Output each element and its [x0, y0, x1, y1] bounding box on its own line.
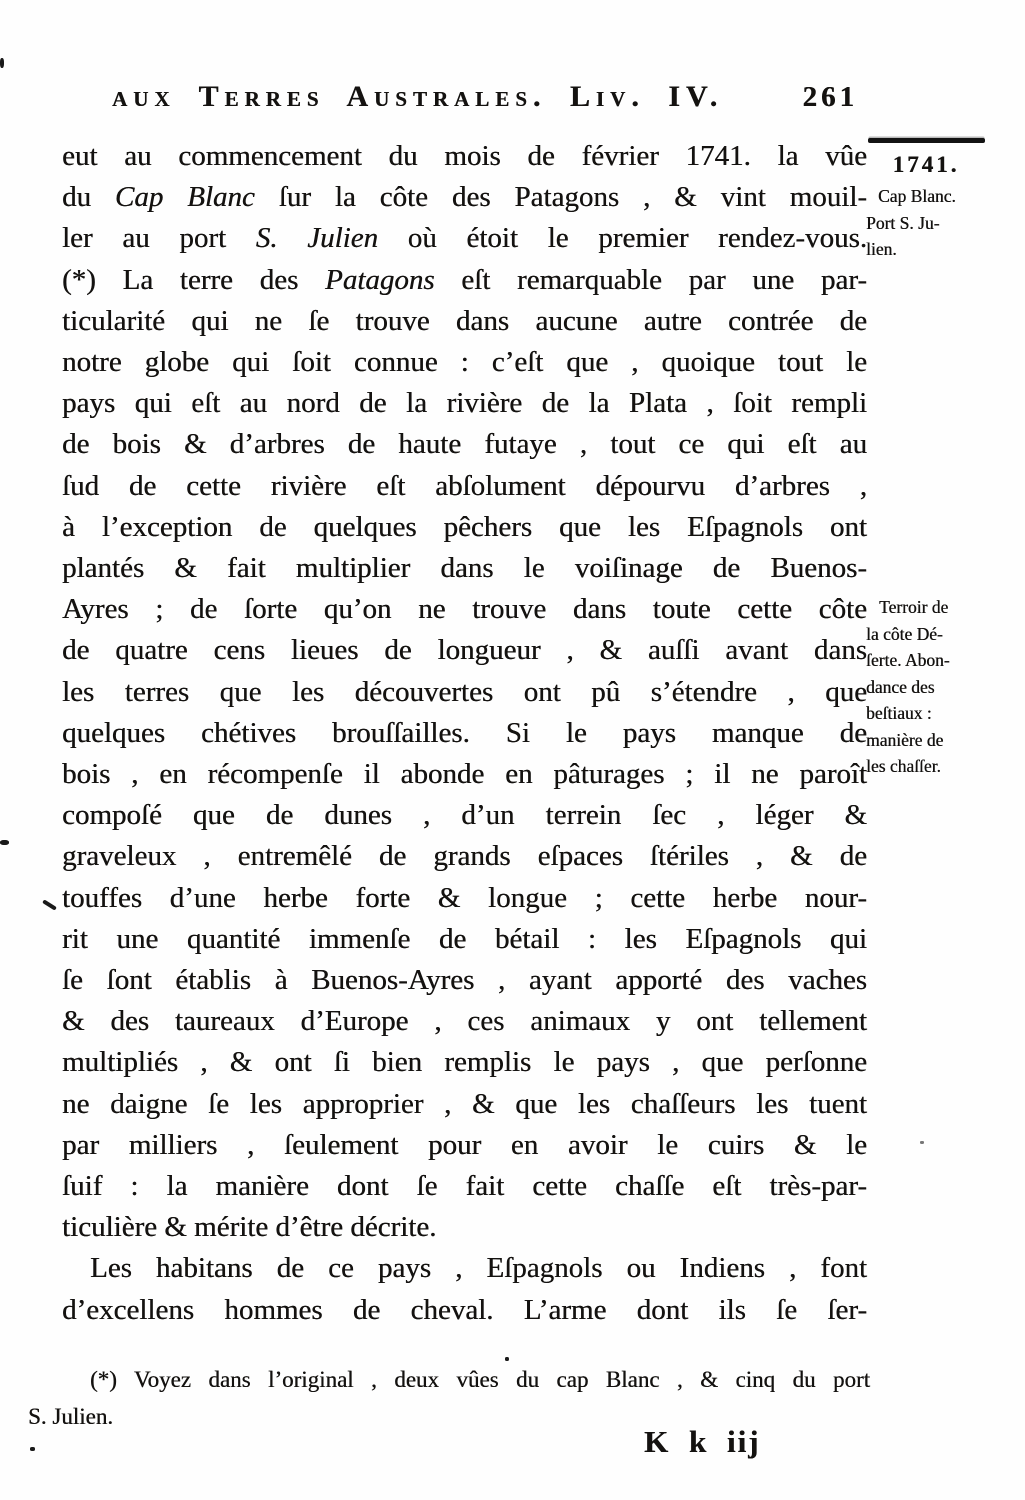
- body-line: à l’exception de quelques pêchers que les Eſpagnols ont: [62, 510, 867, 543]
- body-line: ſe ſont établis à Buenos-Ayres , ayant apporté des vaches: [62, 964, 867, 997]
- ink-speck: [42, 899, 57, 910]
- margin-note-line: Terroir de: [879, 597, 949, 617]
- body-line: les terres que les découvertes ont pû s’étendre , que: [62, 675, 867, 708]
- margin-note-line: les chaſſer.: [866, 756, 941, 776]
- running-head: [112, 80, 858, 114]
- margin-note-line: dance des: [866, 676, 935, 697]
- body-text: [62, 136, 867, 1331]
- margin-note-terroir: [866, 594, 1018, 780]
- ink-speck: [30, 1447, 35, 1451]
- body-line: du Cap Blanc ſur la côte des Patagons , & vint mouil-: [62, 181, 867, 214]
- body-line: pays qui eſt au nord de la rivière de la Plata , ſoit rempli: [62, 387, 867, 420]
- body-line: eut au commencement du mois de février 1741. la vûe: [62, 140, 867, 172]
- body-line: & des taureaux d’Europe , ces animaux y ont tellement: [62, 1005, 867, 1038]
- body-line: ler au port S. Julien où étoit le premier rendez-vous.: [62, 222, 868, 255]
- margin-year: 1741.: [892, 152, 960, 177]
- body-line: rit une quantité immenſe de bétail : les Eſpagnols qui: [62, 922, 867, 955]
- margin-note-line: la côte Dé-: [866, 623, 943, 644]
- body-line: Les habitans de ce pays , Eſpagnols ou Indiens , font: [90, 1252, 867, 1285]
- margin-note-1741: [866, 136, 1018, 263]
- margin-note-line: ſerte. Abon-: [866, 650, 950, 670]
- body-line: compoſé que de dunes , d’un terrein ſec , léger &: [62, 799, 867, 832]
- body-line: quelques chétives brouſſailles. Si le pays manque de: [62, 716, 867, 749]
- margin-note-line: Cap Blanc.: [878, 186, 956, 206]
- margin-note-line: manière de: [866, 729, 944, 750]
- footnote-line: S. Julien.: [28, 1404, 113, 1429]
- body-line: d’excellens hommes de cheval. L’arme dont ils ſe ſer-: [62, 1293, 867, 1326]
- body-line: bois , en récompenſe il abonde en pâturages ; il ne paroît: [62, 758, 867, 791]
- body-line: ticulière & mérite d’être décrite.: [62, 1211, 437, 1244]
- body-line: graveleux , entremêlé de grands eſpaces ſtériles , & de: [62, 840, 867, 873]
- body-line: Ayres ; de ſorte qu’on ne trouve dans toute cette côte: [62, 593, 867, 626]
- ink-speck: [920, 1141, 924, 1144]
- signature-mark: K k iij: [644, 1424, 761, 1459]
- running-title: aux Terres Australes. Liv. IV.: [112, 80, 724, 113]
- body-line: plantés & fait multiplier dans le voiſinage de Buenos-: [62, 552, 867, 585]
- body-line: ſud de cette rivière eſt abſolument dépourvu d’arbres ,: [62, 469, 867, 502]
- ink-speck: [0, 58, 4, 68]
- body-line: notre globe qui ſoit connue : c’eſt que , quoique tout le: [62, 346, 867, 379]
- margin-note-line: lien.: [866, 239, 897, 259]
- body-line: multipliés , & ont ſi bien remplis le pays , que perſonne: [62, 1046, 867, 1079]
- body-line: ne daigne ſe les approprier , & que les chaſſeurs les tuent: [62, 1087, 867, 1120]
- footnote-line: (*) Voyez dans l’original , deux vûes du cap Blanc , & cinq du port: [90, 1367, 870, 1392]
- ink-speck: [505, 1357, 509, 1361]
- body-line: de bois & d’arbres de haute futaye , tout ce qui eſt au: [62, 428, 867, 461]
- body-line: touffes d’une herbe forte & longue ; cette herbe nour-: [62, 881, 867, 914]
- margin-rule: [868, 138, 985, 143]
- margin-note-line: beſtiaux :: [866, 703, 932, 723]
- body-line: de quatre cens lieues de longueur , & auſſi avant dans: [62, 634, 867, 667]
- body-line: ſuif : la manière dont ſe fait cette chaſſe eſt très-par-: [62, 1170, 867, 1203]
- page-number: 261: [802, 81, 858, 113]
- body-line: ticularité qui ne ſe trouve dans aucune autre contrée de: [62, 304, 867, 337]
- ink-speck: [0, 840, 9, 845]
- margin-note-lines: [866, 594, 1018, 780]
- margin-note-line: Port S. Ju-: [866, 212, 940, 233]
- margin-note-lines: [866, 183, 1018, 263]
- body-line: (*) La terre des Patagons eſt remarquable par une par-: [62, 263, 867, 296]
- body-line: par milliers , ſeulement pour en avoir le cuirs & le: [62, 1128, 867, 1161]
